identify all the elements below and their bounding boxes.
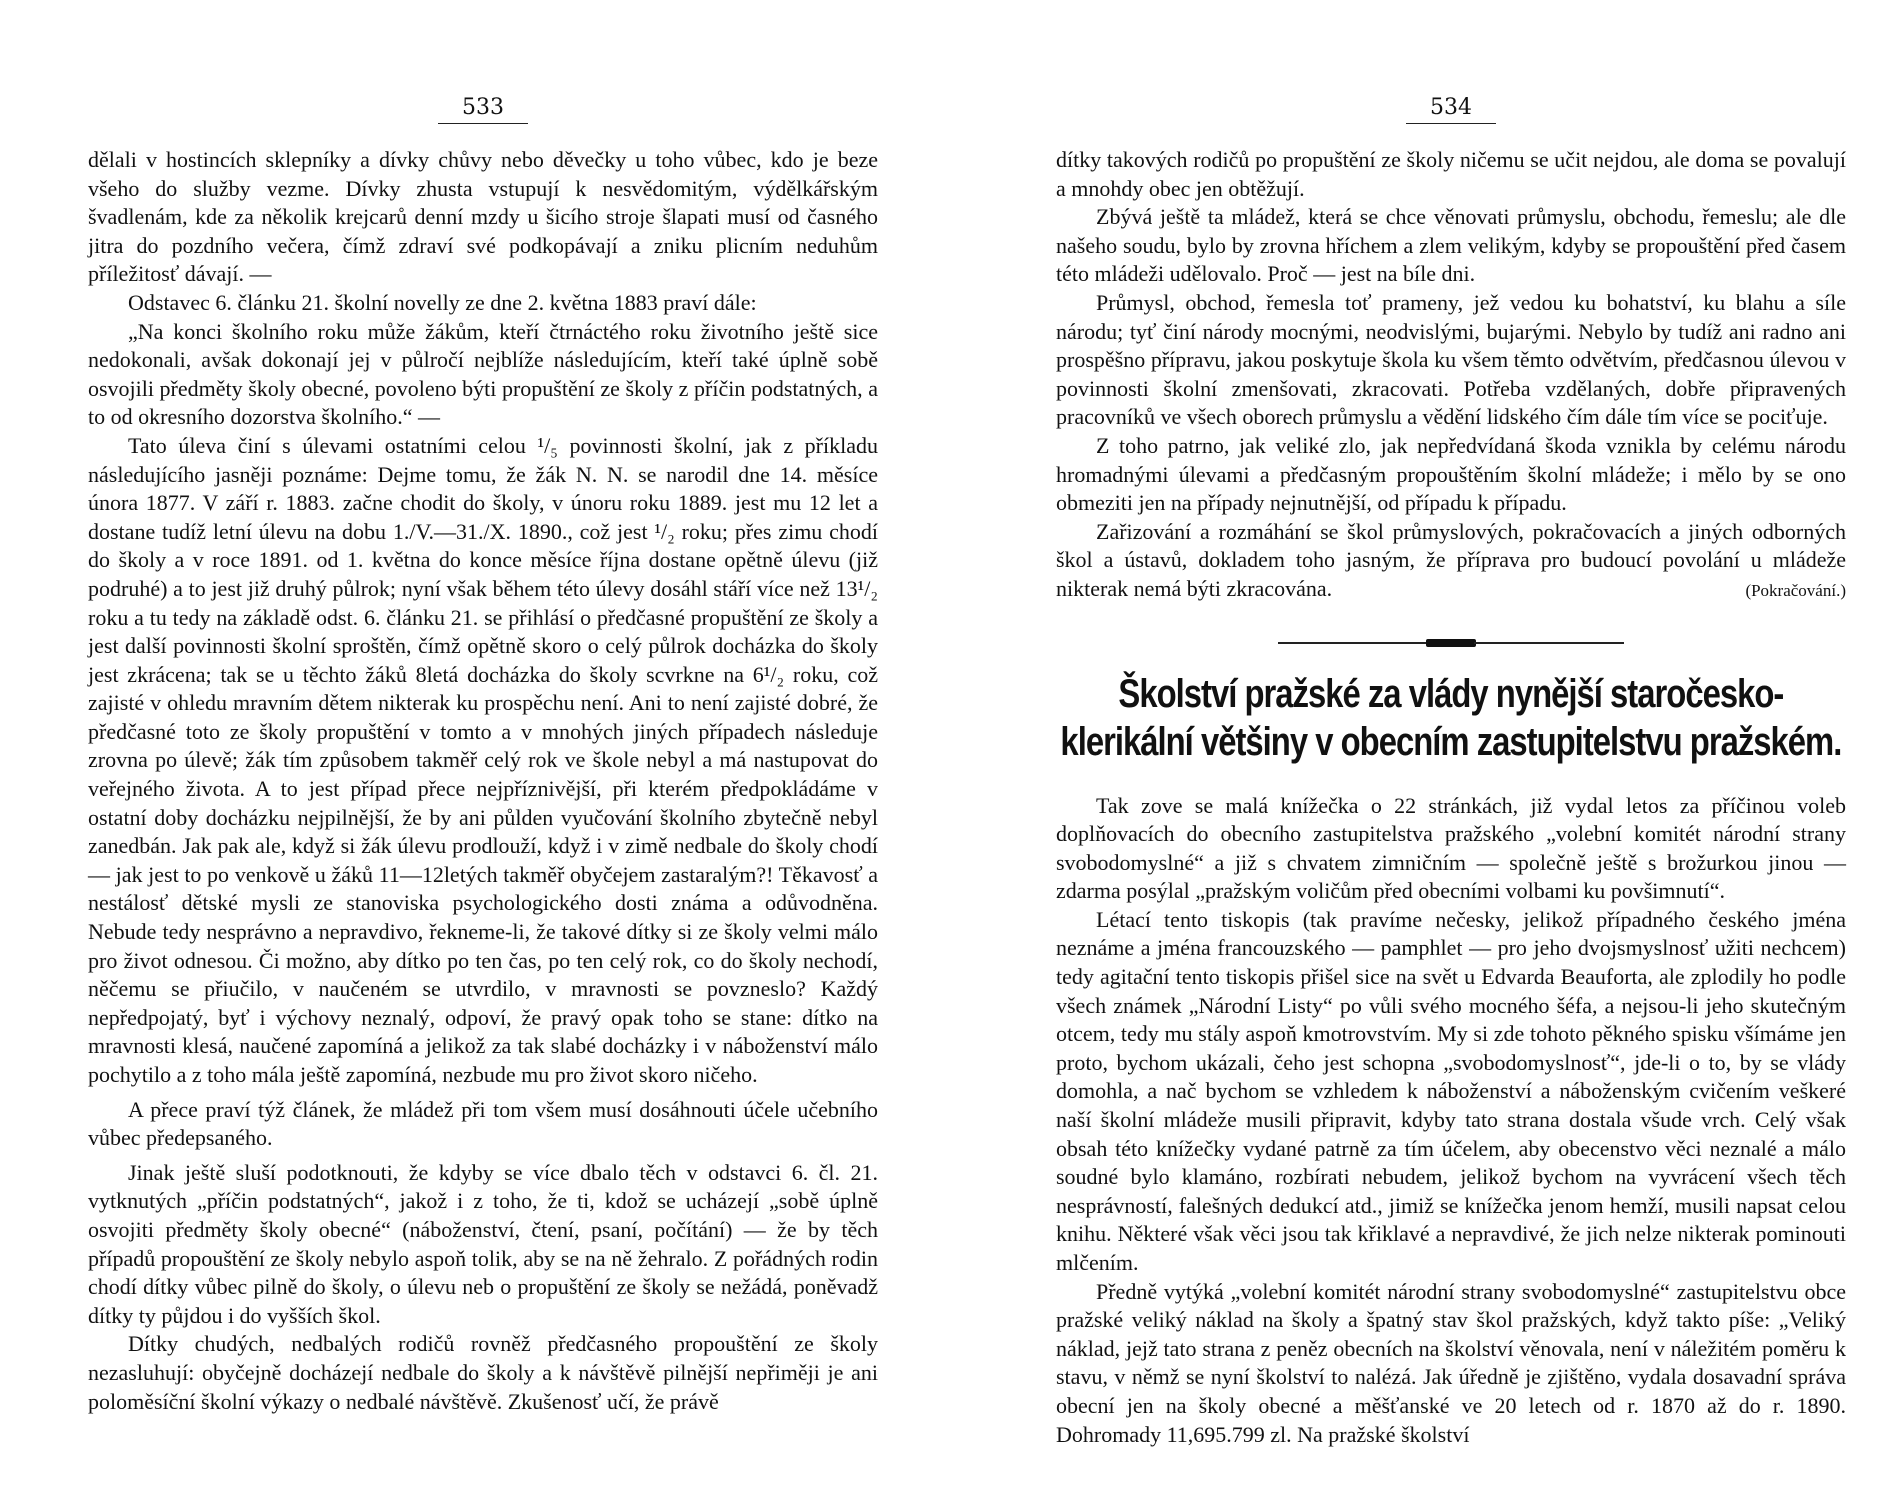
page-number-rule: [438, 123, 528, 124]
paragraph: [1056, 518, 1846, 604]
ornament-line-right: [1474, 642, 1624, 644]
section-ornament: [1056, 634, 1846, 644]
page-number-rule: [1406, 123, 1496, 124]
continuation-note: (Pokračování.): [1745, 580, 1846, 600]
paragraph: dítky takových rodičů po propuštění ze školy ničemu se učit nejdou, ale doma se povalují a mnohdy obec jen obtěžují.: [1056, 147, 1846, 201]
paragraph: Předně vytýká „volební komitét národní strany svobodomyslné“ zastupitelstvu obce pražské veliký náklad na školy a špatný stav škol pražských, když takto píše: „Veliký náklad, jejž tato strana z peněz obecních na školství věnovala, není v náležitém poměru k stavu, v němž se nyní školství to nalézá. Jak úředně je zjištěno, vydala dosavadní správa obecní jen na školy obecné a měšťanské ve 20 letech od r. 1870 až do r. 1890. Dohromady 11,695.799 zl. Na pražské školství: [1056, 1278, 1846, 1447]
page-number: 533: [462, 95, 504, 120]
paragraph: Zbývá ještě ta mládež, která se chce věnovati průmyslu, obchodu, řemeslu; ale dle našeho soudu, bylo by zrovna hříchem a zlem velikým, kdyby se propouštění před časem této mládeži udělovalo. Proč — jest na bíle dni.: [1056, 204, 1846, 287]
right-page-text: [1056, 146, 1846, 604]
paragraph: Tato úleva činí s úlevami ostatními celou ¹/₅ povinnosti školní, jak z příkladu následujícího jasněji poznáme: Dejme tomu, že žák N. N. se narodil dne 14. měsíce února 1877. V září r. 1883. začne chodit do školy, v únoru roku 1889. jest mu 12 let a dostane tudíž letní úlevu na dobu 1./V.—31./X. 1890., což jest ¹/₂ roku; přes zimu chodí do školy a v roce 1891. od 1. května do konce měsíce října dostane opětně úlevu (již podruhé) a to jest již druhý půlrok; nyní však během této úlevy dosáhl stáří více než 13¹/₂ roku a tu tedy na základě odst. 6. článku 21. se přihlásí o předčasné propuštění ze školy a jest další povinnosti školní sproštěn, čímž opětně skoro o celý půlrok docházka do školy jest zkrácena; tak se u těchto žáků 8letá docházka do školy scvrkne na 6¹/₂ roku, což zajisté v ohledu mravním dětem nikterak ku prospěchu není. Ani to není zajisté dobré, že předčasné toto ze školy propuštění v tomto a v mnohých jiných případech následuje zrovna po úlevě; žák tím způsobem takměř celý rok ve škole nebyl a má nastupovat do veřejného života. A to jest případ přece nejpříznivější, při kterém předpokládáme v ostatní doby docházku nejpilnější, že by ani půlden vyučování školního zbytečně nebyl zanedbán. Jak pak ale, když si žák úlevu prodlouží, když i v zimě nedbale do školy chodí — jak jest to po venkově u žáků 11—12letých takměř obyčejem zastaralým?! Těkavosť a nestálosť dětské mysli ze stanoviska psychologického dosti známa a odůvodněna. Nebude tedy nesprávno a nepravdivo, řekneme-li, že takové dítky si ze školy velmi málo pro život odnesou. Či možno, aby dítko po ten čas, po ten celý rok, co do školy nechodí, něčemu se přiučilo, v naučeném se utvrdilo, v mravnosti se povzneslo? Každý nepředpojatý, byť i výchovy neznalý, odpoví, že pravý opak toho se stane: dítko na mravnosti klesá, naučené zapomíná a jelikož za tak slabé docházky i v náboženství málo pochytilo a z toho mála ještě zapomíná, nezbude mu pro život skoro ničeho.: [88, 432, 878, 1087]
article-body: [1056, 792, 1846, 1450]
paragraph-text: Zařizování a rozmáhání se škol průmyslových, pokračovacích a jiných odborných škol a ústavů, dokladem toho jasným, že příprava pro budoucí povolání u mládeže nikterak nemá býti zkracována.: [1056, 518, 1846, 601]
paragraph: Odstavec 6. článku 21. školní novelly ze dne 2. května 1883 praví dále:: [128, 289, 757, 315]
left-page: [88, 0, 878, 1500]
paragraph: Dítky chudých, nedbalých rodičů rovněž předčasného propouštění ze školy nezasluhují: obyčejně docházejí nedbale do školy a k návštěvě pilnější nepřiměji je ani poloměsíční školní výkazy o nedbalé návštěvě. Zkušenosť učí, že právě: [88, 1331, 878, 1414]
ornament-center: [1426, 639, 1476, 647]
paragraph: Létací tento tiskopis (tak pravíme nečesky, jelikož případného českého jména neznáme a jména francouzského — pamphlet — pro jeho dvojsmyslnosť užiti nechcem) tedy agitační tento tiskopis přišel sice na svět u Edvarda Beauforta, ale zplodily ho podle všech známek „Národní Listy“ po vůli svého mocného šéfa, a nejsou-li jeho skutečným otcem, tedy mu stály aspoň kmotrovstvím. My si zde tohoto pěkného spisku všímáme jen proto, bychom ukázali, čeho jest schopna „svobodomyslnosť“, jde-li o to, by se vlády domohla, a nač bychom se vzhledem k náboženství a náboženským cvičením veškeré naší školní mládeže musili připravit, kdyby tato strana dostala všude vrch. Celý však obsah této knížečky vydané patrně za tím účelem, aby obecenstvo věci neznalé a málo soudné bylo klamáno, rozbírati nebudem, jelikož bychom na vyvrácení všech těch nesprávností, falešných dedukcí atd., jimiž se knížečka jenom hemží, musili napsat celou knihu. Některé však věci jsou tak křiklavé a nepravdivé, že jich nelze nikterak pominouti mlčením.: [1056, 906, 1846, 1275]
right-page: [1056, 0, 1846, 1500]
left-page-text: [88, 146, 878, 1416]
ornament-line-left: [1278, 642, 1428, 644]
paragraph: Tak zove se malá knížečka o 22 stránkách, již vydal letos za příčinou voleb doplňovacích do obecního zastupitelstva pražského „volební komitét národní strany svobodomyslné“ a již s chvatem zimničním — společně ještě s brožurkou jinou — zdarma posýlal „pražským voličům před obecními volbami ku povšimnutí“.: [1056, 792, 1846, 904]
paragraph: Jinak ještě sluší podotknouti, že kdyby se více dbalo těch v odstavci 6. čl. 21. vytknutých „příčin podstatných“, jakož i z toho, že ti, kdož se ucházejí „sobě úplně osvojiti předměty školy obecné“ (náboženství, čtení, psaní, počítání) — že by těch případů propouštění ze školy nebylo aspoň tolik, aby se na ně žehralo. Z pořádných rodin chodí dítky vůbec pilně do školy, o úlevu neb o propuštění ze školy se nežádá, poněvadž dítky ty půjdou i do vyšších škol.: [88, 1159, 878, 1328]
paragraph: A přece praví týž článek, že mládež při tom všem musí dosáhnouti účele učebního vůbec předepsaného.: [88, 1096, 878, 1151]
quoted-paragraph: „Na konci školního roku může žákům, kteří čtrnáctého roku životního ještě sice nedokonali, avšak dokonají jej v půlročí nejblíže následujícím, kteří také úplně sobě osvojili předměty školy obecné, povoleno býti propuštění ze školy z příčin podstatných, a to od okresního dozorstva školního.“ —: [88, 318, 878, 430]
article-title: Školství pražské za vlády nynější staročesko-klerikální většiny v obecním zastupitelstvu pražském.: [1060, 671, 1842, 764]
paragraph: Průmysl, obchod, řemesla toť prameny, jež vedou ku bohatství, ku blahu a síle národu; tyť činí národy mocnými, neodvislými, bujarými. Nebylo by tudíž ani radno ani prospěšno přípravu, jakou poskytuje škola ku všem těmto odvětvím, předčasnou úlevou v povinnosti školní zmenšovati, zkracovati. Potřeba vzdělaných, dobře připravených pracovníků ve všech oborech průmyslu a vědění lidského čím dále tím více se pociťuje.: [1056, 289, 1846, 430]
paragraph: Z toho patrno, jak veliké zlo, jak nepředvídaná škoda vznikla by celému národu hromadnými úlevami a předčasným propouštěním školní mládeže; i mělo by se ono obmeziti jen na případy nejnutnější, od případu k případu.: [1056, 432, 1846, 516]
paragraph: dělali v hostincích sklepníky a dívky chůvy nebo děvečky u toho vůbec, kdo je beze všeho do služby vezme. Dívky zhusta vstupují k nesvědomitým, výdělkářským švadlenám, kde za několik krejcarů denní mzdy u šicího stroje šlapati musí od časného jitra do pozdního večera, čímž zdraví své podkopávají a zniku plicním neduhům příležitosť dávají. —: [88, 147, 878, 287]
page-number: 534: [1430, 95, 1472, 120]
